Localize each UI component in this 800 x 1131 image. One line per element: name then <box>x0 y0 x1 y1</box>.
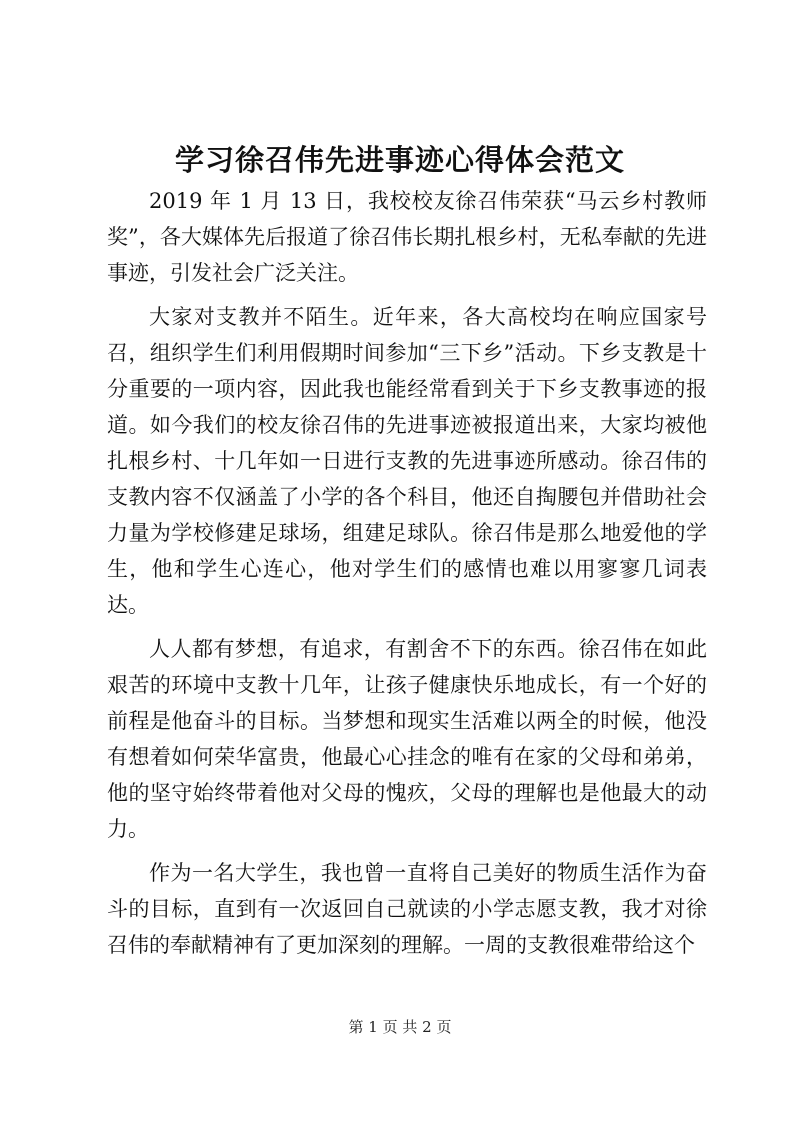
document-title: 学习徐召伟先进事迹心得体会范文 <box>174 143 625 177</box>
document-body <box>107 183 707 963</box>
paragraph: 大家对支教并不陌生。近年来，各大高校均在响应国家号召，组织学生们利用假期时间参加“三下乡”活动。下乡支教是十分重要的一项内容，因此我也能经常看到关于下乡支教事迹的报道。如今我们的校友徐召伟的先进事迹被报道出来，大家均被他扎根乡村、十几年如一日进行支教的先进事迹所感动。徐召伟的支教内容不仅涵盖了小学的各个科目，他还自掏腰包并借助社会力量为学校修建足球场，组建足球队。徐召伟是那么地爱他的学生，他和学生心连心，他对学生们的感情也难以用寥寥几词表达。 <box>107 305 707 617</box>
page-number-footer: 第 1 页 共 2 页 <box>348 1018 452 1036</box>
paragraph: 作为一名大学生，我也曾一直将自己美好的物质生活作为奋斗的目标，直到有一次返回自己就读的小学志愿支教，我才对徐召伟的奉献精神有了更加深刻的理解。一周的支教很难带给这个 <box>107 861 707 957</box>
paragraph: 人人都有梦想，有追求，有割舍不下的东西。徐召伟在如此艰苦的环境中支教十几年，让孩子健康快乐地成长，有一个好的前程是他奋斗的目标。当梦想和现实生活难以两全的时候，他没有想着如何荣华富贵，他最心心挂念的唯有在家的父母和弟弟，他的坚守始终带着他对父母的愧疚，父母的理解也是他最大的动力。 <box>107 637 707 841</box>
paragraph: 2019 年 1 月 13 日，我校校友徐召伟荣获“马云乡村教师奖”，各大媒体先后报道了徐召伟长期扎根乡村，无私奉献的先进事迹，引发社会广泛关注。 <box>107 189 707 285</box>
